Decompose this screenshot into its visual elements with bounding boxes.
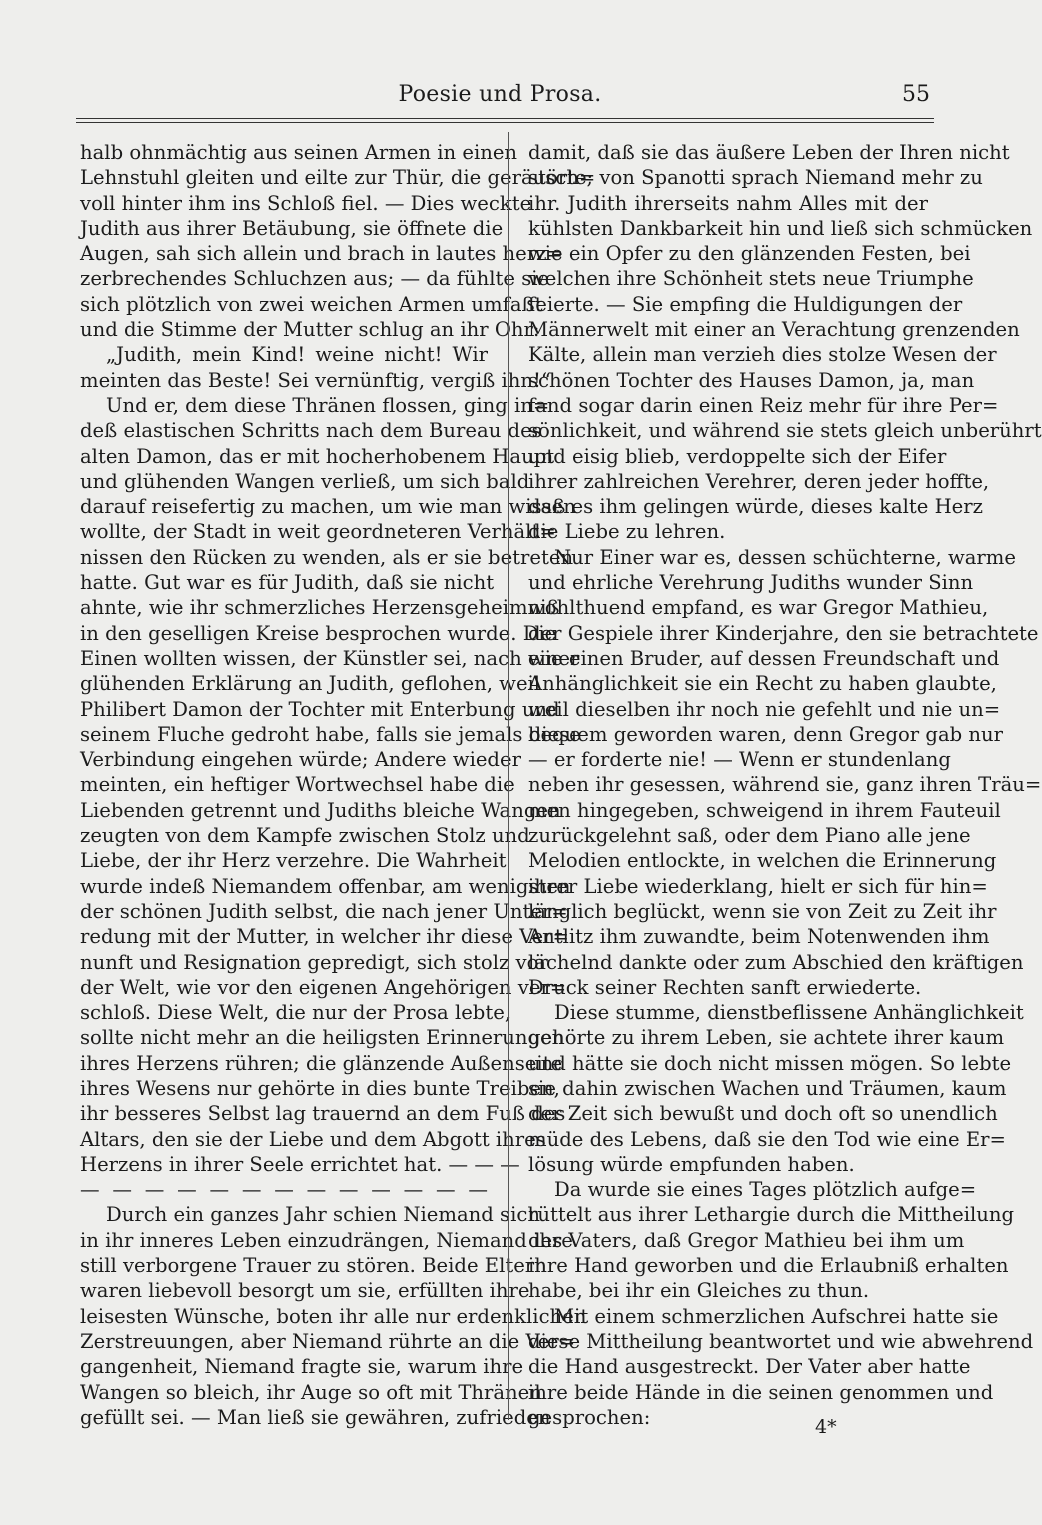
text-line: neben ihr gesessen, während sie, ganz ihren Träu= [528,773,1042,797]
text-line: wie ein Opfer zu den glänzenden Festen, bei [528,242,971,266]
text-line: Einen wollten wissen, der Künstler sei, nach einer [80,646,580,670]
text-line: welchen ihre Schönheit stets neue Triumphe [528,267,974,291]
text-line: leisesten Wünsche, boten ihr alle nur erdenklichen [80,1304,587,1328]
text-line: Diese stumme, dienstbeflissene Anhänglichkeit [554,1001,1024,1025]
text-line: meinten, ein heftiger Wortwechsel habe die [80,773,515,797]
text-line: Männerwelt mit einer an Verachtung grenzenden [528,318,1020,342]
text-line: in ihr inneres Leben einzudrängen, Niemand ihre [80,1228,573,1252]
text-line: feierte. — Sie empfing die Huldigungen der [528,292,963,316]
text-line: Antlitz ihm zuwandte, beim Notenwenden ihm [528,925,990,949]
text-line: gehörte zu ihrem Leben, sie achtete ihrer kaum [528,1026,1005,1050]
text-line: kühlsten Dankbarkeit hin und ließ sich schmücken [528,216,1033,240]
text-line: ihres Herzens rühren; die glänzende Außenseite [80,1051,563,1075]
text-line: habe, bei ihr ein Gleiches zu thun. [528,1279,870,1303]
text-line: fand sogar darin einen Reiz mehr für ihre Per= [528,393,999,417]
text-line: gangenheit, Niemand fragte sie, warum ihre [80,1355,524,1379]
text-line: darauf reisefertig zu machen, um wie man wissen [80,495,576,519]
text-line: Durch ein ganzes Jahr schien Niemand sich [106,1203,540,1227]
text-line: der Zeit sich bewußt und doch oft so unendlich [528,1102,998,1126]
header-rule [76,118,934,123]
text-line: Philibert Damon der Tochter mit Enterbung und [80,697,560,721]
text-line: Altars, den sie der Liebe und dem Abgott ihres [80,1127,546,1151]
text-line: deß elastischen Schritts nach dem Bureau des [80,419,542,443]
column-divider [508,132,509,1420]
text-line: lächelnd dankte oder zum Abschied den kräftigen [528,950,1024,974]
text-line: nunft und Resignation gepredigt, sich stolz vor [80,950,548,974]
page-number: 55 [902,82,930,107]
text-line: schönen Tochter des Hauses Damon, ja, man [528,368,975,392]
text-line: zerbrechendes Schluchzen aus; — da fühlte sie [80,267,550,291]
text-line: seinem Fluche gedroht habe, falls sie jemals diese [80,722,581,746]
text-line: daß es ihm gelingen würde, dieses kalte Herz [528,495,983,519]
running-title: Poesie und Prosa. [398,82,602,107]
text-line: damit, daß sie das äußere Leben der Ihren nicht [528,141,1010,164]
text-line: Kälte, allein man verzieh dies stolze Wesen der [528,343,997,367]
text-line: alten Damon, das er mit hocherhobenem Haupt [80,444,555,468]
text-line: zurückgelehnt saß, oder dem Piano alle jene [528,824,971,848]
text-line: störte; von Spanotti sprach Niemand mehr zu [528,166,983,190]
text-line: nissen den Rücken zu wenden, als er sie betreten [80,545,574,569]
text-line: men hingegeben, schweigend in ihrem Fauteuil [528,798,1001,822]
text-line: müde des Lebens, daß sie den Tod wie eine Er= [528,1127,1006,1151]
text-line: wollte, der Stadt in weit geordneteren Verhält= [80,520,556,544]
running-head [0,78,1000,114]
text-line: „Judith, mein Kind! weine nicht! Wir [106,343,488,367]
text-line: und die Stimme der Mutter schlug an ihr Ohr: [80,318,540,342]
text-line: wie einen Bruder, auf dessen Freundschaft und [528,646,1000,670]
text-line: die Hand ausgestreckt. Der Vater aber hatte [528,1355,971,1379]
text-line: voll hinter ihm ins Schloß fiel. — Dies weckte [80,191,532,215]
text-line: sich plötzlich von zwei weichen Armen umfaßt [80,292,543,316]
text-line: Judith aus ihrer Betäubung, sie öffnete die [80,216,504,240]
text-line: — er forderte nie! — Wenn er stundenlang [528,748,951,772]
text-line: Und er, dem diese Thränen flossen, ging in= [106,393,550,417]
text-line: wurde indeß Niemandem offenbar, am wenigsten [80,874,571,898]
text-line: der Welt, wie vor den eigenen Angehörigen ver= [80,975,567,999]
text-line: ihr besseres Selbst lag trauernd an dem Fuß des [80,1102,566,1126]
text-line: in den geselligen Kreise besprochen wurde. Die [80,621,557,645]
text-line: weil dieselben ihr noch nie gefehlt und nie un= [528,697,1001,721]
right-text-column [528,140,1042,1430]
signature-mark: 4* [815,1416,837,1438]
text-line: Lehnstuhl gleiten und eilte zur Thür, die geräusch= [80,166,596,190]
text-line: Mit einem schmerzlichen Aufschrei hatte sie [554,1304,999,1328]
text-line: Verbindung eingehen würde; Andere wieder [80,748,521,772]
text-line: Wangen so bleich, ihr Auge so oft mit Thränen [80,1380,542,1404]
text-line: bequem geworden waren, denn Gregor gab nur [528,722,1004,746]
text-line: Augen, sah sich allein und brach in lautes herz= [80,242,563,266]
text-line: wohlthuend empfand, es war Gregor Mathieu, [528,596,989,620]
text-line: ihres Wesens nur gehörte in dies bunte Treiben, [80,1076,560,1100]
text-line: Zerstreuungen, aber Niemand rührte an die Ver= [80,1329,576,1353]
text-line: und hätte sie doch nicht missen mögen. So lebte [528,1051,1012,1075]
text-line: ihre Hand geworben und die Erlaubniß erhalten [528,1254,1009,1278]
text-line: halb ohnmächtig aus seinen Armen in einen [80,141,518,164]
text-line: zeugten von dem Kampfe zwischen Stolz und [80,824,530,848]
text-line: die Liebe zu lehren. [528,520,726,544]
text-line: hatte. Gut war es für Judith, daß sie nicht [80,571,495,595]
text-line: ahnte, wie ihr schmerzliches Herzensgeheimniß [80,596,560,620]
text-line: des Vaters, daß Gregor Mathieu bei ihm um [528,1228,965,1252]
text-line: gefüllt sei. — Man ließ sie gewähren, zufrieden [80,1405,551,1429]
text-line: sollte nicht mehr an die heiligsten Erinnerungen [80,1026,565,1050]
text-line: Nur Einer war es, dessen schüchterne, warme [554,545,1016,569]
text-line: schloß. Diese Welt, die nur der Prosa lebte, [80,1001,512,1025]
text-line: diese Mittheilung beantwortet und wie abwehrend [528,1329,1034,1353]
text-line: ihre beide Hände in die seinen genommen und [528,1380,994,1404]
text-line: — — — — — — — — — — — — — [80,1178,488,1202]
text-line: Herzens in ihrer Seele errichtet hat. — — — [80,1152,520,1176]
text-line: lösung würde empfunden haben. [528,1152,855,1176]
text-line: Liebenden getrennt und Judiths bleiche Wangen [80,798,561,822]
text-line: Melodien entlockte, in welchen die Erinnerung [528,849,997,873]
text-line: der schönen Judith selbst, die nach jener Unter= [80,899,568,923]
text-line: ihrer zahlreichen Verehrer, deren jeder hoffte, [528,469,990,493]
text-line: sönlichkeit, und während sie stets gleich unberührt [528,419,1042,443]
text-line: der Gespiele ihrer Kinderjahre, den sie betrachtete [528,621,1039,645]
text-line: und eisig blieb, verdoppelte sich der Eifer [528,444,947,468]
text-line: Liebe, der ihr Herz verzehre. Die Wahrheit [80,849,507,873]
text-line: Anhänglichkeit sie ein Recht zu haben glaubte, [528,672,997,696]
text-line: ihr. Judith ihrerseits nahm Alles mit der [528,191,928,215]
text-line: und glühenden Wangen verließ, um sich bald [80,469,530,493]
text-line: still verborgene Trauer zu stören. Beide Eltern [80,1254,547,1278]
text-line: länglich beglückt, wenn sie von Zeit zu Zeit ihr [528,899,997,923]
text-line: meinten das Beste! Sei vernünftig, vergiß ihn!“ [80,368,551,392]
text-line: gesprochen: [528,1405,651,1429]
text-line: und ehrliche Verehrung Judiths wunder Sinn [528,571,974,595]
text-line: ihrer Liebe wiederklang, hielt er sich für hin= [528,874,988,898]
text-line: rüttelt aus ihrer Lethargie durch die Mittheilung [528,1203,1015,1227]
text-line: Da wurde sie eines Tages plötzlich aufge= [554,1178,977,1202]
text-line: glühenden Erklärung an Judith, geflohen, weil [80,672,541,696]
text-line: Druck seiner Rechten sanft erwiederte. [528,975,922,999]
text-line: sie dahin zwischen Wachen und Träumen, kaum [528,1076,1007,1100]
text-line: waren liebevoll besorgt um sie, erfüllten ihre [80,1279,530,1303]
text-line: redung mit der Mutter, in welcher ihr diese Ver= [80,925,569,949]
